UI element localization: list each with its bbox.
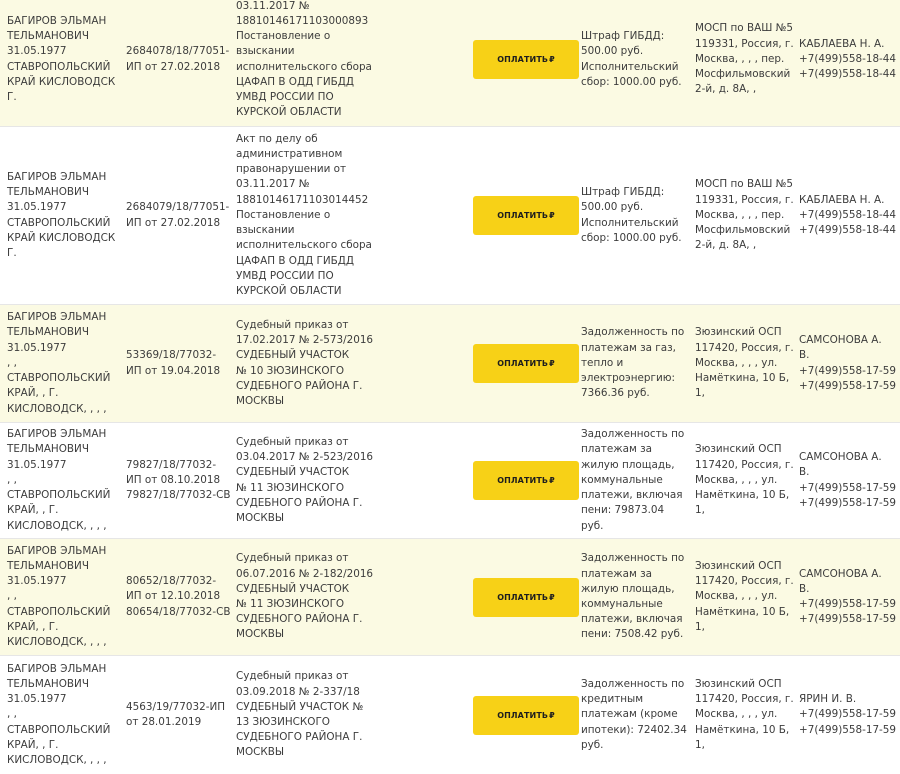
- bailiff-contact: САМСОНОВА А. В. +7(499)558-17-59 +7(499)558-17-59: [799, 567, 897, 626]
- document-details: Судебный приказ от 03.09.2018 № 2-337/18 СУДЕБНЫЙ УЧАСТОК № 13 ЗЮЗИНСКОГО СУДЕБНОГО РАЙОНА Г. МОСКВЫ: [236, 670, 364, 759]
- debtor-info: БАГИРОВ ЭЛЬМАН ТЕЛЬМАНОВИЧ 31.05.1977 , , СТАВРОПОЛЬСКИЙ КРАЙ, , Г. КИСЛОВОДСК, , , ,: [7, 662, 111, 766]
- document-details: Судебный приказ от 03.04.2017 № 2-523/2016 СУДЕБНЫЙ УЧАСТОК № 11 ЗЮЗИНСКОГО СУДЕБНОГО РАЙОНА Г. МОСКВЫ: [236, 435, 374, 524]
- proceeding-number: 2684078/18/77051- ИП от 27.02.2018: [126, 45, 230, 73]
- debt-subject: Штраф ГИБДД: 500.00 руб. Исполнительский сбор: 1000.00 руб.: [581, 30, 682, 88]
- ruble-icon: ₽: [549, 476, 555, 485]
- document-details: Судебный приказ от 17.02.2017 № 2-573/2016 СУДЕБНЫЙ УЧАСТОК № 10 ЗЮЗИНСКОГО СУДЕБНОГО РАЙОНА Г. МОСКВЫ: [236, 318, 374, 407]
- pay-button[interactable]: [473, 461, 579, 500]
- table-row: [0, 656, 900, 774]
- ruble-icon: ₽: [549, 592, 555, 602]
- proceeding-number: 80652/18/77032- ИП от 12.10.2018 80654/18/77032-СВ: [126, 575, 231, 618]
- proceeding-number: 79827/18/77032- ИП от 08.10.2018 79827/18/77032-СВ: [126, 458, 231, 502]
- proceeding-number: 53369/18/77032- ИП от 19.04.2018: [126, 349, 221, 377]
- table-row: [0, 305, 900, 423]
- bailiff-contact: КАБЛАЕВА Н. А. +7(499)558-18-44 +7(499)558-18-44: [799, 37, 897, 81]
- debtor-info: БАГИРОВ ЭЛЬМАН ТЕЛЬМАНОВИЧ 31.05.1977 , , СТАВРОПОЛЬСКИЙ КРАЙ, , Г. КИСЛОВОДСК, , , ,: [7, 428, 111, 532]
- ruble-icon: ₽: [549, 710, 555, 720]
- debtor-info: БАГИРОВ ЭЛЬМАН ТЕЛЬМАНОВИЧ 31.05.1977 , , СТАВРОПОЛЬСКИЙ КРАЙ, , Г. КИСЛОВОДСК, , , ,: [7, 311, 111, 415]
- document-details: 03.11.2017 № 18810146171103000893 Постановление о взыскании исполнительского сбора ЦАФАП В ОДД ГИБДД УМВД РОССИИ ПО КУРСКОЙ ОБЛАСТИ: [236, 0, 372, 119]
- debtor-info: БАГИРОВ ЭЛЬМАН ТЕЛЬМАНОВИЧ 31.05.1977 , , СТАВРОПОЛЬСКИЙ КРАЙ, , Г. КИСЛОВОДСК, , , ,: [7, 544, 111, 648]
- pay-button-label: ОПЛАТИТЬ: [497, 592, 549, 602]
- pay-button[interactable]: [473, 196, 579, 235]
- bailiff-contact: САМСОНОВА А. В. +7(499)558-17-59 +7(499)558-17-59: [799, 451, 897, 509]
- debt-subject: Задолженность по платежам за жилую площадь, коммунальные платежи, включая пени: 7508.42 руб.: [581, 552, 685, 641]
- pay-button[interactable]: [473, 40, 579, 79]
- table-row: [0, 0, 900, 127]
- debt-subject: Задолженность по платежам за жилую площадь, коммунальные платежи, включая пени: 79873.04 руб.: [581, 428, 685, 532]
- bailiff-department: Зюзинский ОСП 117420, Россия, г. Москва, , , , ул. Намёткина, 10 Б, 1,: [695, 443, 794, 517]
- bailiff-contact: САМСОНОВА А. В. +7(499)558-17-59 +7(499)558-17-59: [799, 334, 897, 392]
- pay-button-label: ОПЛАТИТЬ: [497, 211, 549, 220]
- ruble-icon: ₽: [549, 55, 555, 64]
- proceeding-number: 2684079/18/77051- ИП от 27.02.2018: [126, 201, 230, 229]
- table-row: [0, 127, 900, 305]
- bailiff-contact: ЯРИН И. В. +7(499)558-17-59 +7(499)558-17-59: [799, 693, 897, 736]
- ruble-icon: ₽: [549, 211, 555, 220]
- debt-subject: Штраф ГИБДД: 500.00 руб. Исполнительский сбор: 1000.00 руб.: [581, 186, 682, 244]
- bailiff-department: МОСП по ВАШ №5 119331, Россия, г. Москва, , , , пер. Мосфильмовский 2-й, д. 8А, ,: [695, 22, 794, 96]
- document-details: Акт по делу об административном правонарушении от 03.11.2017 № 18810146171103014452 Постановление о взыскании исполнительского сбора ЦАФАП В ОДД ГИБДД УМВД РОССИИ ПО КУРСКОЙ ОБЛАСТИ: [236, 132, 372, 297]
- table-row: [0, 423, 900, 539]
- bailiff-department: Зюзинский ОСП 117420, Россия, г. Москва, , , , ул. Намёткина, 10 Б, 1,: [695, 677, 794, 751]
- pay-button-label: ОПЛАТИТЬ: [497, 710, 549, 720]
- proceeding-number: 4563/19/77032-ИП от 28.01.2019: [126, 700, 226, 728]
- debt-subject: Задолженность по платежам за газ, тепло и электроэнергию: 7366.36 руб.: [581, 326, 685, 400]
- pay-button[interactable]: [473, 578, 579, 617]
- document-details: Судебный приказ от 06.07.2016 № 2-182/2016 СУДЕБНЫЙ УЧАСТОК № 11 ЗЮЗИНСКОГО СУДЕБНОГО РАЙОНА Г. МОСКВЫ: [236, 552, 374, 641]
- table-row: [0, 539, 900, 656]
- bailiff-department: МОСП по ВАШ №5 119331, Россия, г. Москва, , , , пер. Мосфильмовский 2-й, д. 8А, ,: [695, 178, 794, 252]
- debt-subject: Задолженность по кредитным платежам (кроме ипотеки): 72402.34 руб.: [581, 677, 687, 751]
- pay-button-label: ОПЛАТИТЬ: [497, 359, 549, 368]
- pay-button-label: ОПЛАТИТЬ: [497, 55, 549, 64]
- ruble-icon: ₽: [549, 359, 555, 368]
- debtor-info: БАГИРОВ ЭЛЬМАН ТЕЛЬМАНОВИЧ 31.05.1977 СТАВРОПОЛЬСКИЙ КРАЙ КИСЛОВОДСК Г.: [7, 170, 116, 259]
- bailiff-contact: КАБЛАЕВА Н. А. +7(499)558-18-44 +7(499)558-18-44: [799, 193, 897, 237]
- debtor-info: БАГИРОВ ЭЛЬМАН ТЕЛЬМАНОВИЧ 31.05.1977 СТАВРОПОЛЬСКИЙ КРАЙ КИСЛОВОДСК Г.: [7, 14, 116, 103]
- pay-button-label: ОПЛАТИТЬ: [497, 476, 549, 485]
- bailiff-department: Зюзинский ОСП 117420, Россия, г. Москва, , , , ул. Намёткина, 10 Б, 1,: [695, 559, 794, 633]
- pay-button[interactable]: [473, 696, 579, 735]
- bailiff-department: Зюзинский ОСП 117420, Россия, г. Москва, , , , ул. Намёткина, 10 Б, 1,: [695, 326, 794, 400]
- pay-button[interactable]: [473, 344, 579, 383]
